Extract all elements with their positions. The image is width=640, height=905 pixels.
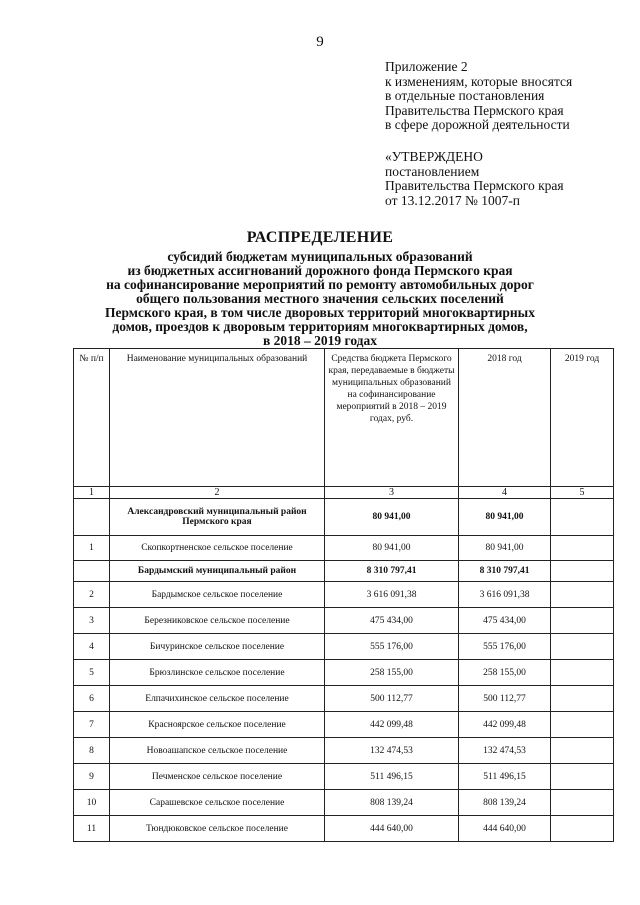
cell-name: Александровский муниципальный район Пермского края xyxy=(110,499,325,536)
cell-name: Бардымский муниципальный район xyxy=(110,561,325,582)
cell-2019 xyxy=(551,816,614,842)
appendix-line: Приложение 2 xyxy=(385,59,468,74)
subsidy-distribution-table xyxy=(73,348,614,842)
table-row xyxy=(74,686,614,712)
cell-num: 11 xyxy=(74,816,110,842)
table-row xyxy=(74,712,614,738)
cell-2018: 80 941,00 xyxy=(459,499,551,536)
cell-2018: 258 155,00 xyxy=(459,660,551,686)
cell-name: Новоашапское сельское поселение xyxy=(110,738,325,764)
table-row xyxy=(74,582,614,608)
appendix-block xyxy=(385,60,572,133)
cell-funds: 511 496,15 xyxy=(325,764,459,790)
cell-2018: 475 434,00 xyxy=(459,608,551,634)
table-row xyxy=(74,660,614,686)
approval-line: от 13.12.2017 № 1007-п xyxy=(385,192,520,208)
cell-num: 6 xyxy=(74,686,110,712)
subtitle-line: субсидий бюджетам муниципальных образований xyxy=(167,249,473,264)
cell-name: Елпачихинское сельское поселение xyxy=(110,686,325,712)
cell-funds: 555 176,00 xyxy=(325,634,459,660)
document-subtitle xyxy=(60,250,580,348)
column-number-row xyxy=(74,487,614,499)
cell-funds: 444 640,00 xyxy=(325,816,459,842)
cell-name: Красноярское сельское поселение xyxy=(110,712,325,738)
cell-num: 8 xyxy=(74,738,110,764)
cell-2019 xyxy=(551,660,614,686)
header-2018: 2018 год xyxy=(459,349,551,487)
appendix-line: к изменениям, которые вносятся xyxy=(385,73,573,89)
page-number: 9 xyxy=(316,34,324,50)
cell-2018: 555 176,00 xyxy=(459,634,551,660)
header-funds: Средства бюджета Пермского края, передаваемые в бюджеты муниципальных образований на софинансирование мероприятий в 2018 – 2019 годах, руб. xyxy=(325,349,459,487)
cell-2019 xyxy=(551,561,614,582)
subtitle-line: общего пользования местного значения сельских поселений xyxy=(136,291,504,306)
cell-2018: 3 616 091,38 xyxy=(459,582,551,608)
cell-2018: 80 941,00 xyxy=(459,536,551,561)
cell-funds: 8 310 797,41 xyxy=(325,561,459,582)
column-number: 2 xyxy=(110,487,325,499)
appendix-line: Правительства Пермского края xyxy=(385,102,564,118)
table-row xyxy=(74,536,614,561)
cell-num: 4 xyxy=(74,634,110,660)
cell-funds: 808 139,24 xyxy=(325,790,459,816)
table-row xyxy=(74,608,614,634)
header-num: № п/п xyxy=(74,349,110,487)
cell-num: 3 xyxy=(74,608,110,634)
subtitle-line: на софинансирование мероприятий по ремонту автомобильных дорог xyxy=(106,277,534,292)
cell-2019 xyxy=(551,686,614,712)
cell-num: 9 xyxy=(74,764,110,790)
cell-num: 1 xyxy=(74,536,110,561)
cell-name: Скопкортненское сельское поселение xyxy=(110,536,325,561)
cell-funds: 258 155,00 xyxy=(325,660,459,686)
table-row xyxy=(74,790,614,816)
document-title: РАСПРЕДЕЛЕНИЕ xyxy=(246,229,394,246)
approval-line: постановлением xyxy=(385,163,480,179)
cell-name: Брюзлинское сельское поселение xyxy=(110,660,325,686)
cell-name: Березниковское сельское поселение xyxy=(110,608,325,634)
header-2019: 2019 год xyxy=(551,349,614,487)
appendix-line: в отдельные постановления xyxy=(385,88,545,103)
table-row xyxy=(74,816,614,842)
table-row-district xyxy=(74,561,614,582)
table-header-row xyxy=(74,349,614,487)
cell-2019 xyxy=(551,738,614,764)
cell-funds: 80 941,00 xyxy=(325,536,459,561)
column-number: 1 xyxy=(74,487,110,499)
cell-2018: 132 474,53 xyxy=(459,738,551,764)
column-number: 4 xyxy=(459,487,551,499)
cell-2019 xyxy=(551,790,614,816)
cell-2019 xyxy=(551,634,614,660)
cell-funds: 132 474,53 xyxy=(325,738,459,764)
column-number: 5 xyxy=(551,487,614,499)
cell-2019 xyxy=(551,536,614,561)
cell-funds: 80 941,00 xyxy=(325,499,459,536)
cell-2018: 442 099,48 xyxy=(459,712,551,738)
cell-name: Бардымское сельское поселение xyxy=(110,582,325,608)
header-name: Наименование муниципальных образований xyxy=(110,349,325,487)
appendix-line: в сфере дорожной деятельности xyxy=(385,117,570,132)
cell-name: Сарашевское сельское поселение xyxy=(110,790,325,816)
cell-num: 5 xyxy=(74,660,110,686)
cell-2019 xyxy=(551,608,614,634)
subtitle-line: домов, проездов к дворовым территориям многоквартирных домов, xyxy=(112,319,528,334)
cell-2018: 500 112,77 xyxy=(459,686,551,712)
table-row xyxy=(74,738,614,764)
cell-2018: 808 139,24 xyxy=(459,790,551,816)
cell-2018: 511 496,15 xyxy=(459,764,551,790)
subtitle-line: в 2018 – 2019 годах xyxy=(262,333,378,348)
table-row xyxy=(74,764,614,790)
approval-line: Правительства Пермского края xyxy=(385,178,564,193)
table-row xyxy=(74,634,614,660)
cell-2018: 444 640,00 xyxy=(459,816,551,842)
cell-num xyxy=(74,499,110,536)
cell-num xyxy=(74,561,110,582)
cell-num: 7 xyxy=(74,712,110,738)
cell-funds: 442 099,48 xyxy=(325,712,459,738)
cell-name: Печменское сельское поселение xyxy=(110,764,325,790)
cell-num: 2 xyxy=(74,582,110,608)
cell-num: 10 xyxy=(74,790,110,816)
cell-2018: 8 310 797,41 xyxy=(459,561,551,582)
approval-block xyxy=(385,150,564,208)
cell-name: Бичуринское сельское поселение xyxy=(110,634,325,660)
cell-2019 xyxy=(551,582,614,608)
table-row-district xyxy=(74,499,614,536)
column-number: 3 xyxy=(325,487,459,499)
cell-name: Тюндюковское сельское поселение xyxy=(110,816,325,842)
cell-funds: 3 616 091,38 xyxy=(325,582,459,608)
cell-2019 xyxy=(551,712,614,738)
subtitle-line: Пермского края, в том числе дворовых территорий многоквартирных xyxy=(105,305,535,320)
subtitle-line: из бюджетных ассигнований дорожного фонда Пермского края xyxy=(127,263,513,278)
cell-funds: 475 434,00 xyxy=(325,608,459,634)
approval-line: «УТВЕРЖДЕНО xyxy=(385,149,483,164)
cell-funds: 500 112,77 xyxy=(325,686,459,712)
cell-2019 xyxy=(551,499,614,536)
cell-2019 xyxy=(551,764,614,790)
